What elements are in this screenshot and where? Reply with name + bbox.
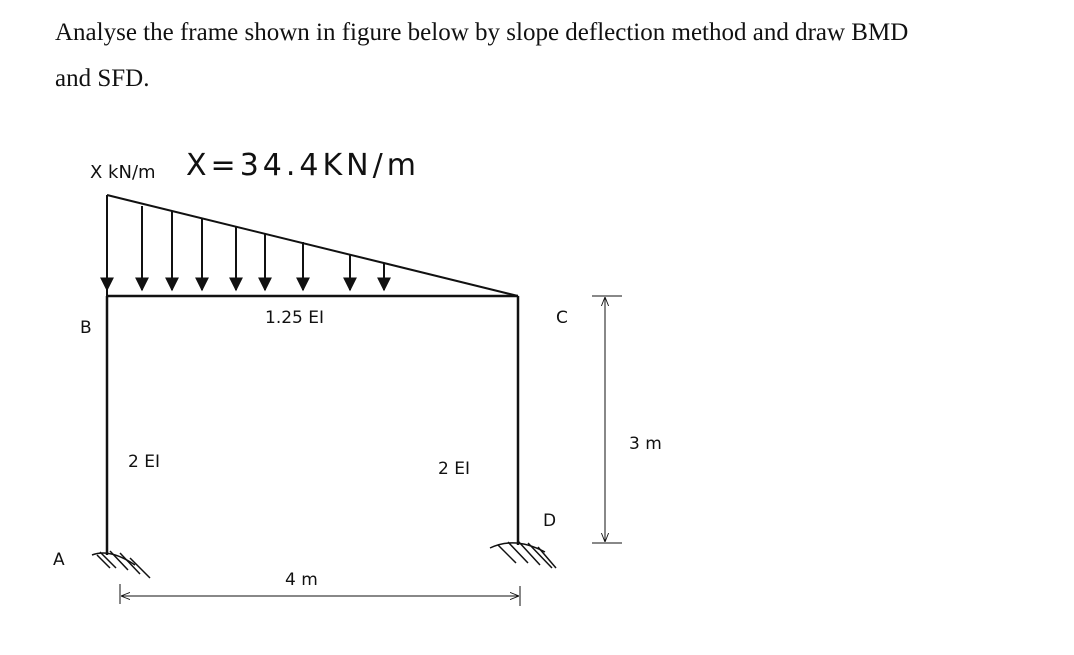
beam-stiffness-label: 1.25 EI [265, 308, 325, 328]
triangular-load [107, 195, 518, 296]
handwritten-load-value: X=34.4KN/m [186, 148, 420, 183]
fixed-support-D [490, 541, 556, 568]
node-label-D: D [543, 511, 557, 531]
height-dimension [592, 296, 622, 543]
node-label-A: A [53, 550, 65, 570]
left-column-stiffness-label: 2 EI [128, 452, 160, 472]
question-line-2: and SFD. [55, 65, 150, 92]
question-line-1: Analyse the frame shown in figure below by slope deflection method and draw BMD [55, 19, 909, 46]
node-label-C: C [556, 308, 568, 328]
span-dimension-label: 4 m [285, 570, 318, 590]
fixed-support-A [92, 551, 150, 578]
node-label-B: B [80, 318, 92, 338]
span-dimension [120, 584, 520, 606]
right-column-stiffness-label: 2 EI [438, 459, 470, 479]
load-label: X kN/m [90, 162, 156, 183]
height-dimension-label: 3 m [629, 434, 662, 454]
